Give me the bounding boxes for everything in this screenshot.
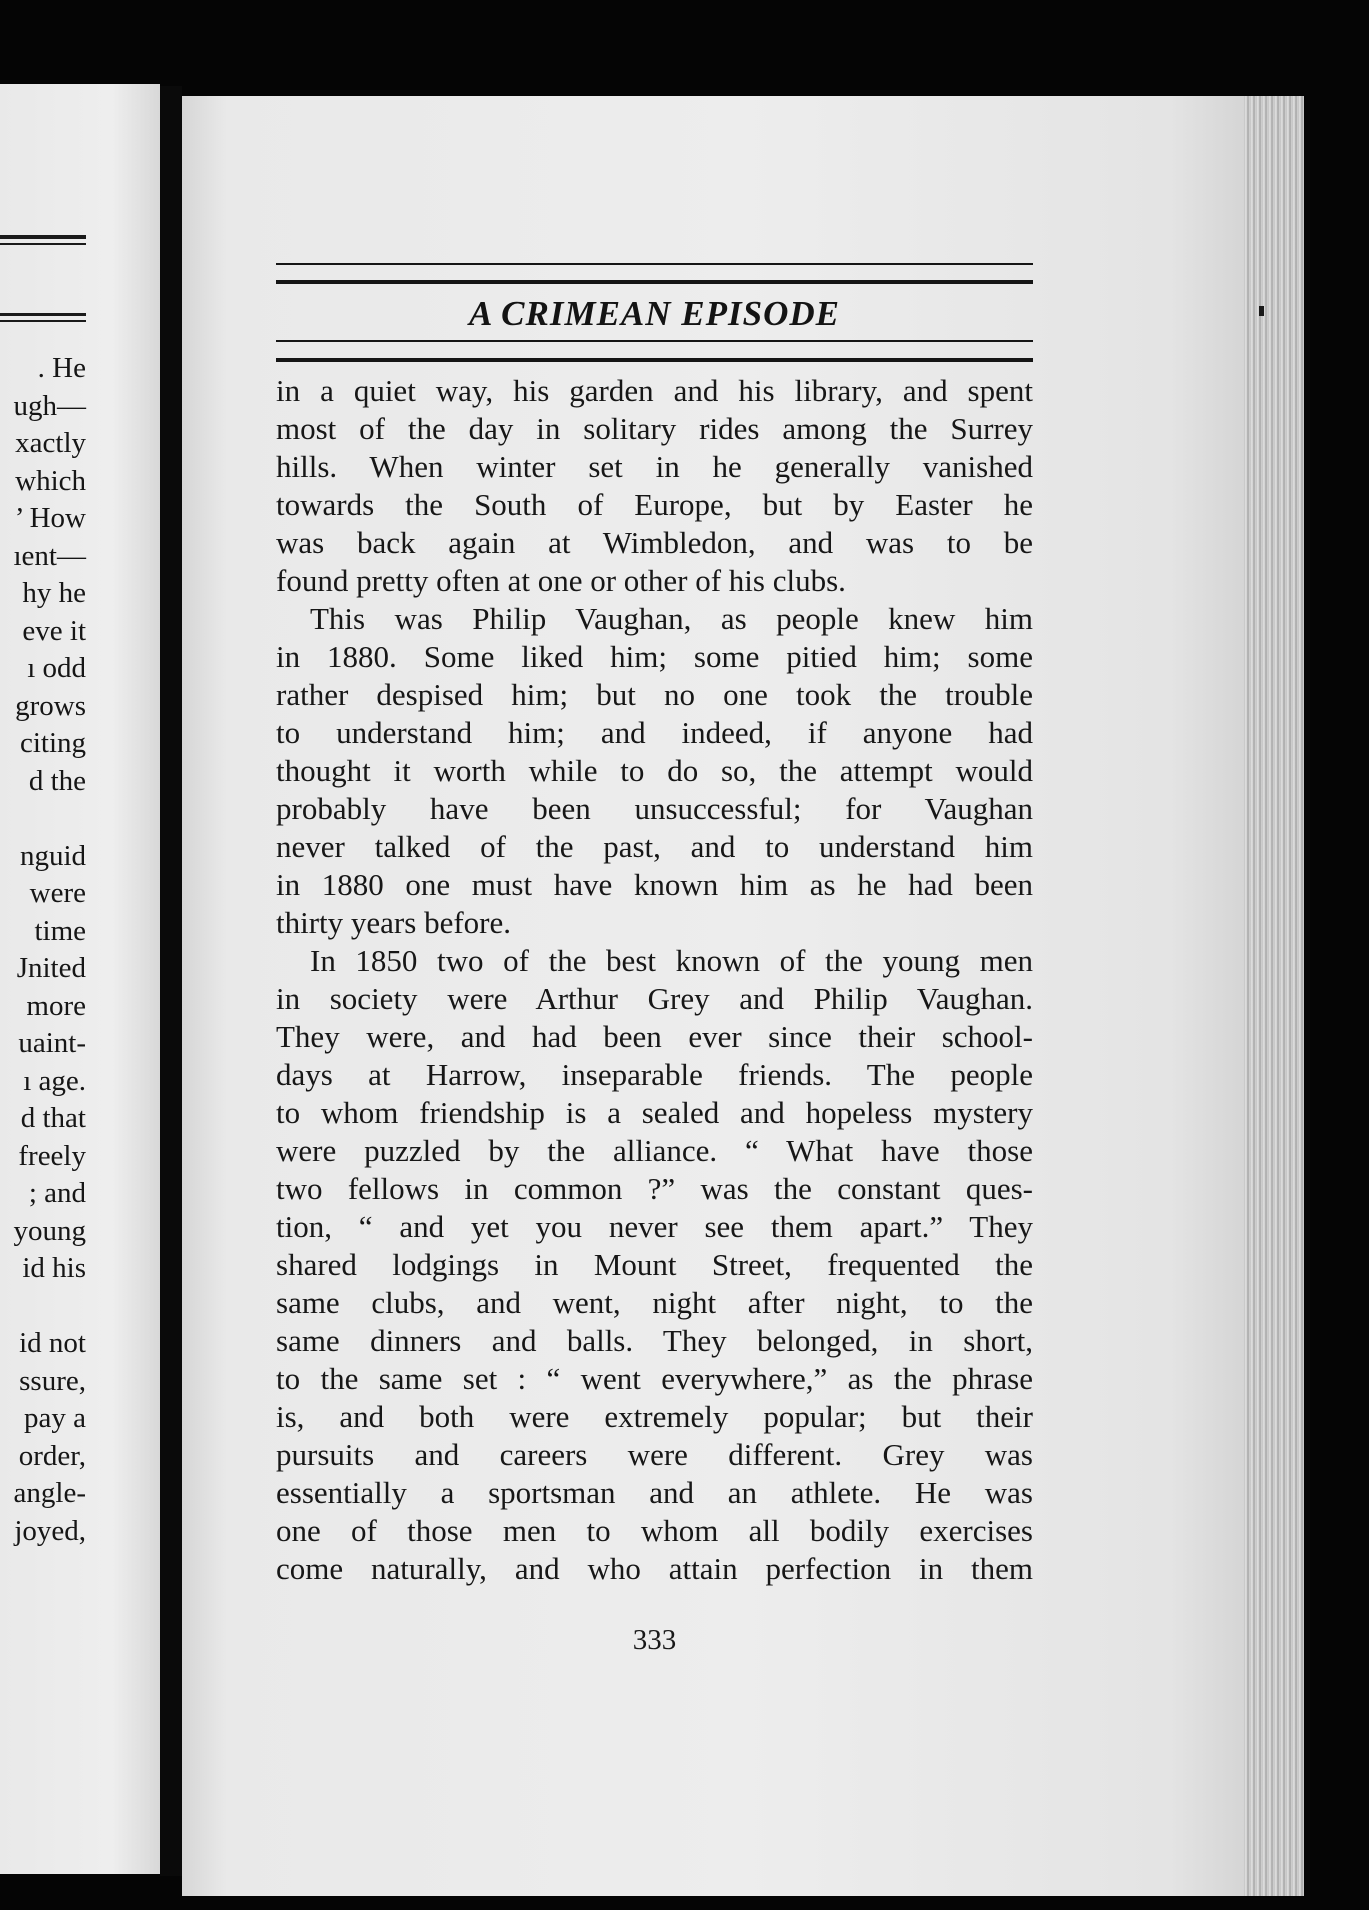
left-text-line: pay a (24, 1402, 86, 1434)
body-text-line: one of those men to whom all bodily exercises (276, 1513, 1033, 1548)
body-text-line: were puzzled by the alliance. “ What have those (276, 1133, 1033, 1168)
body-text-line: tion, “ and yet you never see them apart.” They (276, 1209, 1033, 1244)
left-text-line: nguid (19, 839, 86, 872)
body-text-line: shared lodgings in Mount Street, frequented the (276, 1247, 1033, 1282)
left-text-line: uaint- (18, 1027, 86, 1059)
running-head-title: A CRIMEAN EPISODE (468, 294, 841, 333)
left-page-text-fragments (14, 350, 87, 1550)
header-rule-top-thin (276, 263, 1033, 265)
body-text-line: two fellows in common ?” was the constant ques- (276, 1171, 1033, 1206)
left-text-line: ı age. (23, 1064, 86, 1097)
page-number: 333 (632, 1624, 677, 1656)
left-header-rule (0, 320, 86, 322)
left-header-rule (0, 243, 86, 245)
body-text-line: was back again at Wimbledon, and was to be (276, 525, 1033, 560)
body-text-line: thirty years before. (276, 905, 511, 940)
book-gutter (160, 86, 182, 1876)
body-text-line: in 1880 one must have known him as he had been (276, 867, 1033, 902)
left-text-line: ’ How (14, 502, 86, 534)
left-text-line: which (15, 464, 86, 497)
left-text-line: id his (22, 1252, 86, 1284)
body-text-line: In 1850 two of the best known of the young men (310, 943, 1033, 978)
left-text-line: ı odd (27, 652, 86, 684)
header-rule-bottom-thick (276, 358, 1033, 362)
body-text-line: in a quiet way, his garden and his library, and spent (276, 373, 1033, 408)
body-text-line: pursuits and careers were different. Grey was (276, 1437, 1033, 1472)
left-text-line: citing (19, 727, 86, 759)
left-text-line: ıent— (13, 539, 86, 572)
left-text-line: time (34, 914, 86, 947)
left-text-line: ssure, (19, 1364, 86, 1397)
left-text-line: ugh— (13, 389, 86, 422)
left-text-line: grows (15, 689, 86, 722)
left-text-line: xactly (15, 427, 86, 459)
left-text-line: order, (18, 1439, 86, 1472)
left-header-rule (0, 313, 86, 316)
body-text-line: is, and both were extremely popular; but their (276, 1399, 1033, 1434)
body-text-line: found pretty often at one or other of his clubs. (276, 563, 846, 598)
left-text-line: were (29, 877, 86, 909)
body-text-line: same dinners and balls. They belonged, in short, (276, 1323, 1033, 1358)
left-text-line: hy he (22, 577, 86, 609)
body-text-line: They were, and had been ever since their school- (276, 1019, 1033, 1054)
scan-speck (1259, 306, 1264, 316)
body-text-line: come naturally, and who attain perfection in them (276, 1551, 1033, 1586)
left-text-line: Jnited (16, 952, 86, 984)
body-text-line: thought it worth while to do so, the attempt would (276, 753, 1033, 788)
page-edges (1244, 96, 1304, 1896)
left-text-line: joyed, (14, 1514, 86, 1547)
left-text-line: id not (19, 1327, 86, 1359)
body-text-line: This was Philip Vaughan, as people knew him (310, 601, 1033, 636)
body-text-line: never talked of the past, and to understand him (276, 829, 1033, 864)
body-text-line: same clubs, and went, night after night, to the (276, 1285, 1033, 1320)
body-text-line: essentially a sportsman and an athlete. He was (276, 1475, 1033, 1510)
left-header-rule (0, 235, 86, 239)
body-text-line: most of the day in solitary rides among the Surrey (276, 411, 1033, 446)
left-text-line: d that (20, 1102, 86, 1134)
left-text-line: more (26, 989, 86, 1022)
page-333 (182, 96, 1304, 1896)
left-text-line: d the (28, 764, 86, 797)
left-text-line: . He (37, 352, 86, 384)
facing-page-left (0, 84, 160, 1874)
body-text-line: towards the South of Europe, but by Easter he (276, 487, 1033, 522)
body-text-line: probably have been unsuccessful; for Vaughan (276, 791, 1033, 826)
body-text-line: to understand him; and indeed, if anyone had (276, 715, 1033, 750)
body-text-line: to whom friendship is a sealed and hopeless mystery (276, 1095, 1033, 1130)
body-text-line: in 1880. Some liked him; some pitied him; some (276, 639, 1033, 674)
left-text-line: eve it (22, 614, 86, 647)
header-rule-bottom-thin (276, 340, 1033, 342)
body-text-line: to the same set : “ went everywhere,” as the phrase (276, 1361, 1033, 1396)
left-text-line: young (13, 1214, 86, 1247)
body-text (276, 372, 1033, 1588)
left-text-line: freely (18, 1139, 86, 1172)
body-text-line: in society were Arthur Grey and Philip Vaughan. (276, 981, 1033, 1016)
body-text-line: rather despised him; but no one took the trouble (276, 677, 1033, 712)
body-text-line: hills. When winter set in he generally vanished (276, 449, 1033, 484)
left-text-line (14, 1288, 87, 1326)
left-text-line: ; and (28, 1177, 86, 1209)
header-rule-top-thick (276, 280, 1033, 284)
left-text-line (14, 800, 87, 838)
body-text-line: days at Harrow, inseparable friends. The people (276, 1057, 1033, 1092)
left-text-line: angle- (13, 1477, 86, 1509)
